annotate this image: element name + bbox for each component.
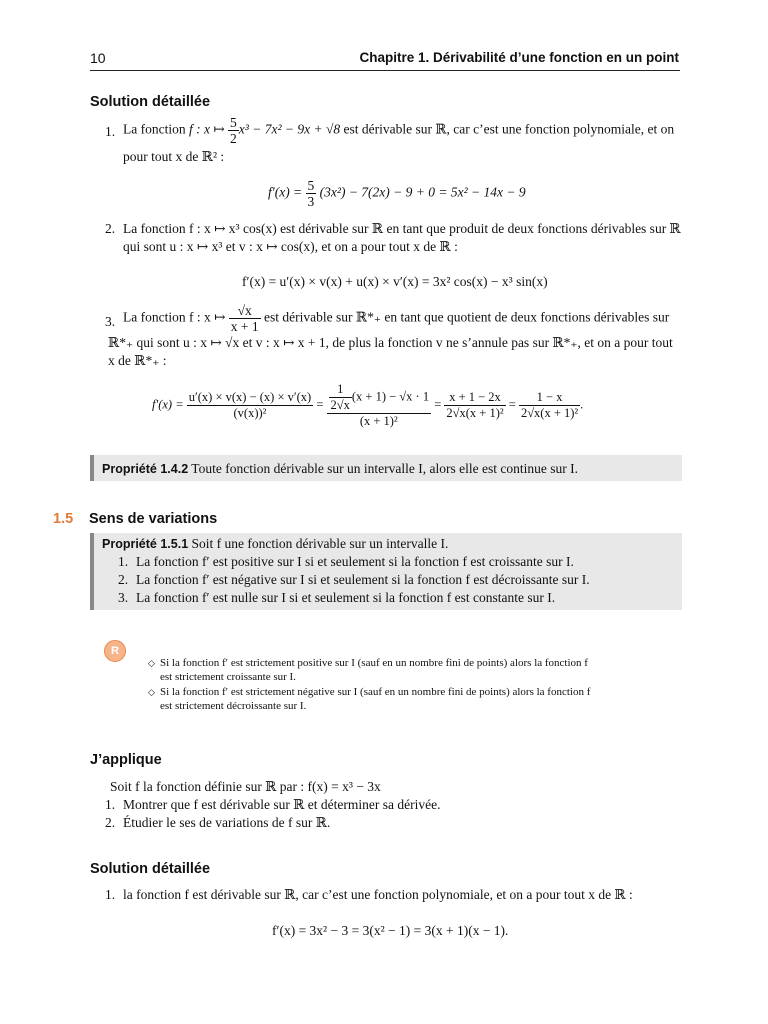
item1-frac-den: 2 bbox=[230, 131, 237, 146]
japplique-item-text: Montrer que f est dérivable sur ℝ et déterminer sa dérivée. bbox=[123, 797, 441, 812]
solution-heading-1: Solution détaillée bbox=[90, 94, 211, 110]
item1-frac-num: 5 bbox=[230, 115, 237, 130]
property-1-5-1-title: Propriété 1.5.1 bbox=[102, 537, 189, 551]
property-1-4-2-text: Toute fonction dérivable sur un intervalle I, alors elle est continue sur I. bbox=[191, 461, 578, 476]
item3-f1-den: (v(x))² bbox=[233, 406, 267, 420]
item3-text-b: est dérivable sur ℝ*₊ en tant que quotient de deux fonctions dérivables sur bbox=[264, 309, 670, 325]
section-title: Sens de variations bbox=[89, 511, 218, 527]
property-item-number: 2. bbox=[118, 572, 129, 587]
remark-item bbox=[148, 656, 588, 670]
item3-frac-den: x + 1 bbox=[230, 319, 259, 334]
item1-line2: pour tout x de ℝ² : bbox=[123, 149, 225, 164]
item1-poly: x³ − 7x² − 9x + √8 bbox=[238, 121, 341, 137]
property-1-5-1-intro: Soit f une fonction dérivable sur un intervalle I. bbox=[191, 536, 449, 551]
solution2-item-text: la fonction f est dérivable sur ℝ, car c’est une fonction polynomiale, et on a pour tout x de ℝ : bbox=[123, 887, 633, 902]
item3-eq-inner-frac bbox=[329, 382, 352, 413]
item3-frac-num: √x bbox=[229, 303, 261, 319]
item3-text-a: La fonction f : x ↦ bbox=[123, 309, 226, 325]
item1-line1 bbox=[123, 115, 674, 146]
header-rule bbox=[90, 70, 680, 71]
item3-f2-num-rest: (x + 1) − √x · 1 bbox=[351, 389, 430, 404]
item3-line1 bbox=[123, 303, 669, 334]
japplique-item bbox=[105, 814, 330, 832]
item3-f4-den: 2√x(x + 1)² bbox=[520, 406, 579, 420]
item3-line3: x de ℝ*₊ : bbox=[108, 353, 167, 368]
remark-item-line1: Si la fonction f′ est strictement négative sur I (sauf en un nombre fini de points) alors la fonction f bbox=[160, 686, 591, 698]
property-item-text: La fonction f′ est négative sur I si et seulement si la fonction f est décroissante sur I. bbox=[136, 572, 590, 587]
item1-text-b: est dérivable sur ℝ, car c’est une fonction polynomiale, et on bbox=[340, 121, 675, 137]
item3-f4-num: 1 − x bbox=[519, 390, 580, 406]
item3-eq-frac3 bbox=[444, 390, 505, 421]
property-1-5-1-item bbox=[118, 589, 555, 607]
japplique-item bbox=[105, 796, 440, 814]
japplique-item-number: 1. bbox=[105, 797, 116, 812]
solution-heading-2: Solution détaillée bbox=[90, 861, 211, 877]
item3-eq-frac2 bbox=[327, 382, 432, 429]
property-1-4-2-box bbox=[90, 455, 682, 481]
item3-eq-frac1 bbox=[187, 390, 313, 421]
item1-eq-frac-den: 3 bbox=[307, 194, 315, 209]
item1-eq-fraction bbox=[306, 178, 317, 209]
remark-icon: R bbox=[104, 640, 126, 662]
property-item-text: La fonction f′ est positive sur I si et seulement si la fonction f est croissante sur I. bbox=[136, 554, 574, 569]
property-item-number: 3. bbox=[118, 590, 129, 605]
item3-eq-left: f′(x) = bbox=[152, 397, 184, 412]
property-item-text: La fonction f′ est nulle sur I si et seulement si la fonction f est constante sur I. bbox=[136, 590, 556, 605]
solution2-item1 bbox=[105, 886, 633, 904]
item3-number: 3. bbox=[105, 314, 116, 329]
remark-item-line2: est strictement décroissante sur I. bbox=[160, 700, 307, 712]
item3-f2-inner-den: 2√x bbox=[330, 398, 350, 412]
item3-f2-den: (x + 1)² bbox=[359, 414, 398, 428]
item1-eq-left: f′(x) = bbox=[268, 184, 303, 200]
item3-fraction bbox=[229, 303, 261, 334]
solution2-equation: f′(x) = 3x² − 3 = 3(x² − 1) = 3(x + 1)(x − 1). bbox=[272, 923, 509, 938]
property-1-5-1-box bbox=[90, 533, 682, 610]
japplique-item-text: Étudier le ses de variations de f sur ℝ. bbox=[123, 815, 331, 830]
property-1-5-1-item bbox=[118, 553, 574, 571]
solution2-item-number: 1. bbox=[105, 887, 116, 902]
item1-fraction bbox=[228, 115, 239, 146]
item3-eq-sign3: = bbox=[508, 397, 516, 412]
japplique-item-number: 2. bbox=[105, 815, 116, 830]
item1-number: 1. bbox=[105, 124, 116, 139]
item3-line2: ℝ*₊ qui sont u : x ↦ √x et v : x ↦ x + 1, de plus la fonction v ne s’annule pas sur ℝ*₊, et on a pour tout bbox=[108, 335, 673, 350]
item1-eq-right: (3x²) − 7(2x) − 9 + 0 = 5x² − 14x − 9 bbox=[319, 184, 526, 200]
item3-f2-inner-num: 1 bbox=[329, 382, 352, 398]
remark-item-line1: Si la fonction f′ est strictement positive sur I (sauf en un nombre fini de points) alors la fonction f bbox=[160, 657, 588, 669]
page-number: 10 bbox=[90, 50, 106, 66]
chapter-title: Chapitre 1. Dérivabilité d’une fonction en un point bbox=[359, 50, 679, 65]
item1-text-a: La fonction bbox=[123, 121, 189, 137]
diamond-bullet-icon: ◇ bbox=[148, 658, 155, 668]
item2-equation: f′(x) = u′(x) × v(x) + u(x) × v′(x) = 3x² cos(x) − x³ sin(x) bbox=[242, 274, 548, 289]
item2-line2: qui sont u : x ↦ x³ et v : x ↦ cos(x), et on a pour tout x de ℝ : bbox=[123, 239, 458, 254]
remark-item bbox=[148, 685, 590, 699]
item2-line1: La fonction f : x ↦ x³ cos(x) est dérivable sur ℝ en tant que produit de deux fonctions dérivables sur ℝ bbox=[123, 221, 681, 236]
property-item-number: 1. bbox=[118, 554, 129, 569]
item3-equation bbox=[152, 382, 583, 429]
item3-eq-sign1: = bbox=[316, 397, 324, 412]
item1-eq-frac-num: 5 bbox=[307, 178, 315, 193]
item3-eq-frac4 bbox=[519, 390, 580, 421]
item2-number: 2. bbox=[105, 221, 116, 236]
item3-f3-num: x + 1 − 2x bbox=[444, 390, 505, 406]
property-1-4-2-title: Propriété 1.4.2 bbox=[102, 462, 189, 476]
remark-item-line2: est strictement croissante sur I. bbox=[160, 671, 296, 683]
japplique-heading: J’applique bbox=[90, 752, 162, 768]
diamond-bullet-icon: ◇ bbox=[148, 687, 155, 697]
item3-eq-sign2: = bbox=[434, 397, 442, 412]
item3-eq-end: . bbox=[580, 397, 584, 412]
item3-f1-num: u′(x) × v(x) − (x) × v′(x) bbox=[188, 390, 312, 404]
section-number: 1.5 bbox=[53, 511, 74, 527]
japplique-intro: Soit f la fonction définie sur ℝ par : f(x) = x³ − 3x bbox=[110, 779, 381, 794]
item1-func-def: f : x ↦ bbox=[188, 121, 225, 137]
item1-equation bbox=[268, 178, 526, 209]
item3-f3-den: 2√x(x + 1)² bbox=[446, 406, 504, 420]
property-1-5-1-item bbox=[118, 571, 590, 589]
